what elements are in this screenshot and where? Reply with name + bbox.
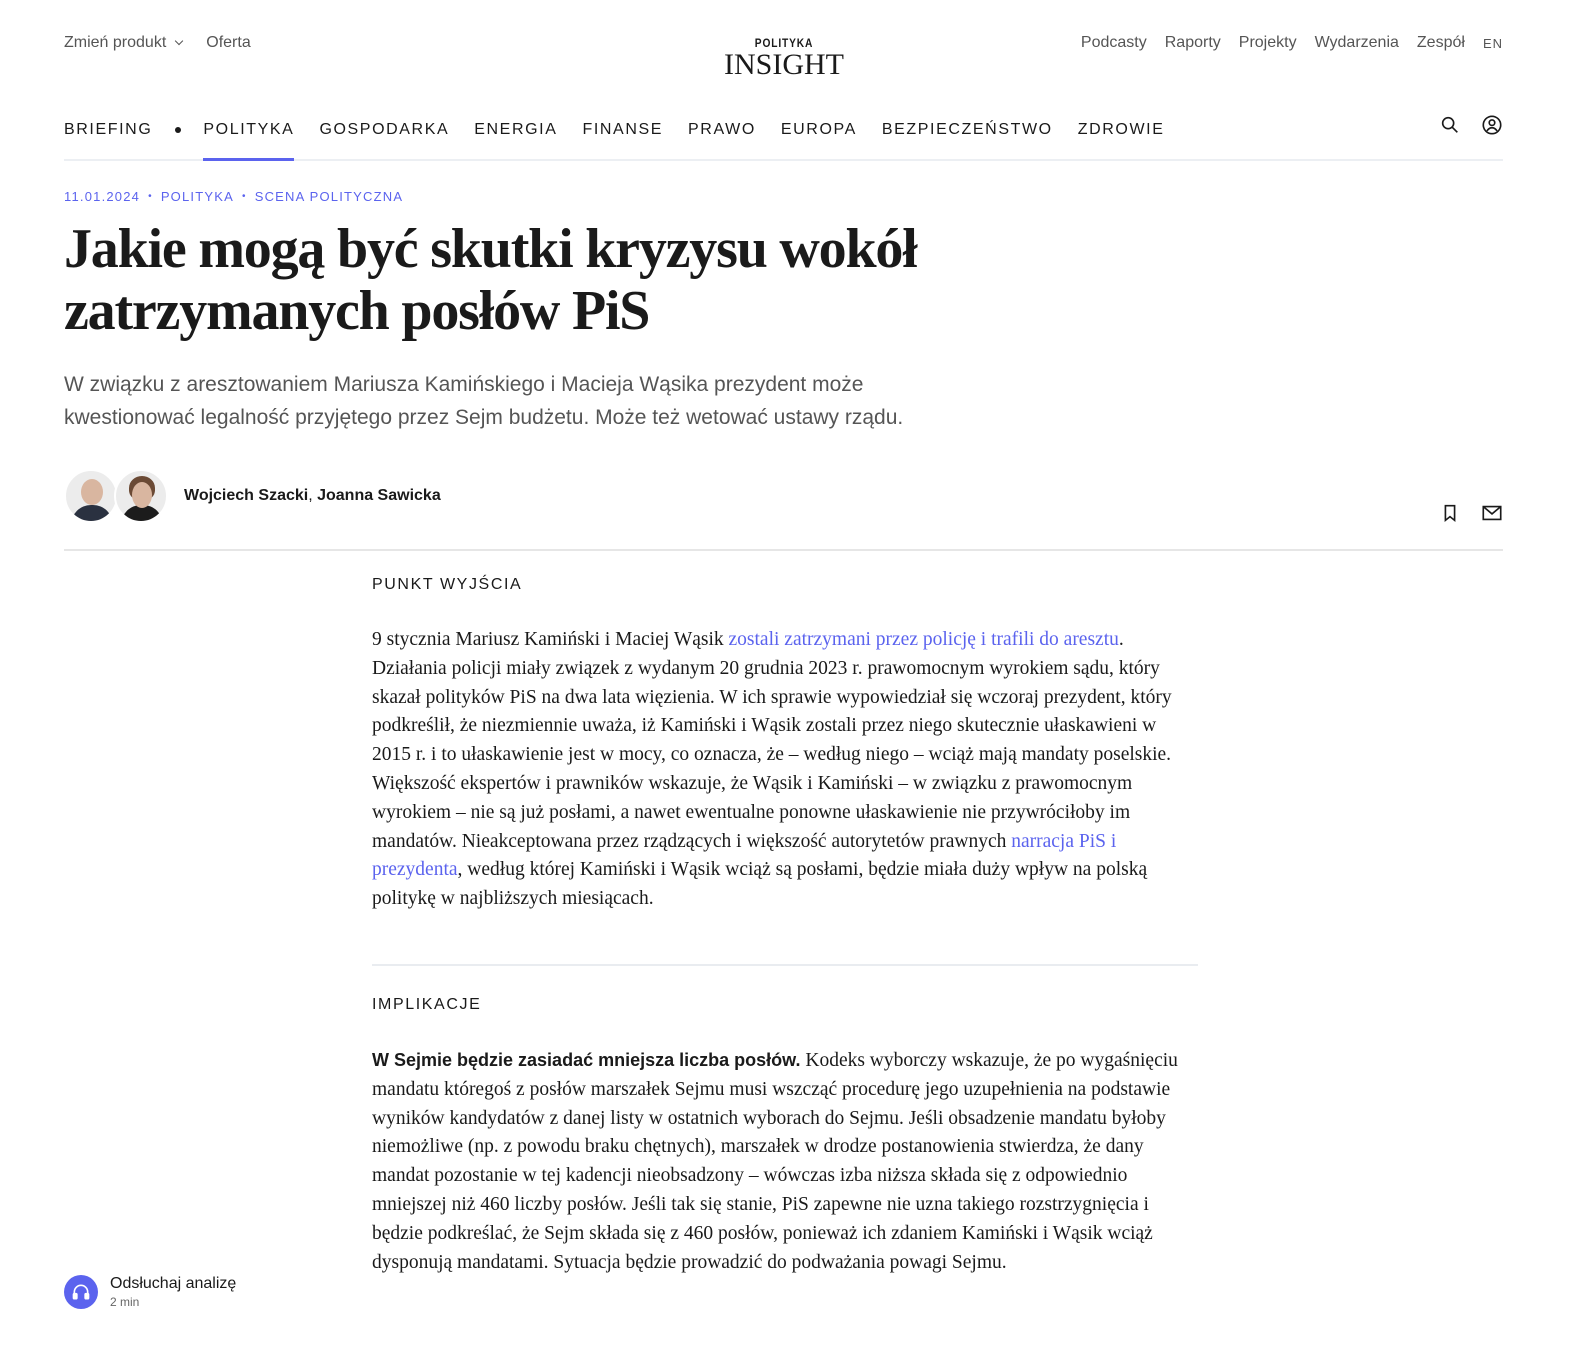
- nav-item-bezpieczenstwo[interactable]: BEZPIECZEŃSTWO: [881, 120, 1053, 138]
- offer-link[interactable]: Oferta: [206, 34, 251, 51]
- header-divider: [64, 549, 1503, 551]
- paragraph-lead-bold: W Sejmie będzie zasiadać mniejsza liczba posłów.: [372, 1049, 801, 1070]
- language-switch[interactable]: EN: [1482, 35, 1503, 51]
- team-link[interactable]: Zespół: [1416, 34, 1465, 51]
- main-navigation: [64, 100, 1503, 161]
- author-link-2[interactable]: Joanna Sawicka: [317, 487, 441, 504]
- avatar-head-shape: [132, 482, 152, 508]
- text-run: 9 stycznia Mariusz Kamiński i Maciej Wąsik: [372, 629, 729, 650]
- user-account-icon[interactable]: [1481, 114, 1503, 136]
- nav-item-energia[interactable]: ENERGIA: [474, 120, 558, 138]
- nav-item-europa[interactable]: EUROPA: [780, 120, 857, 138]
- category-link[interactable]: POLITYKA: [160, 189, 234, 204]
- meta-separator: •: [242, 191, 247, 202]
- nav-item-zdrowie[interactable]: ZDROWIE: [1077, 120, 1165, 138]
- article-title: Jakie mogą być skutki kryzysu wokół zatrzymanych posłów PiS: [64, 218, 917, 342]
- avatar-head-shape: [81, 479, 103, 505]
- section-label-starting-point: PUNKT WYJŚCIA: [372, 576, 523, 593]
- avatar-author-2[interactable]: [114, 469, 168, 523]
- bookmark-icon[interactable]: [1439, 502, 1461, 524]
- paragraph-implications: [372, 1046, 1198, 1277]
- section-divider: [372, 964, 1198, 966]
- listen-text: [110, 1274, 236, 1310]
- avatar-author-1[interactable]: [64, 469, 118, 523]
- meta-separator: •: [148, 191, 153, 202]
- avatar-body-shape: [71, 505, 113, 523]
- nav-item-briefing[interactable]: BRIEFING: [64, 120, 153, 138]
- paragraph-starting-point: [372, 626, 1198, 914]
- change-product-label: Zmień produkt: [64, 34, 167, 51]
- section-label-implications: IMPLIKACJE: [372, 995, 482, 1013]
- listen-analysis-button[interactable]: [64, 1274, 236, 1310]
- inline-link-narrative[interactable]: narracja PiS i prezydenta: [372, 830, 1117, 881]
- listen-duration: 2 min: [110, 1295, 140, 1309]
- article-actions: [1439, 502, 1503, 524]
- headphones-icon-circle: [64, 1275, 98, 1309]
- chevron-down-icon: [175, 37, 183, 45]
- author-separator: ,: [308, 487, 318, 504]
- text-run: Kodeks wyborczy wskazuje, że po wygaśnięciu mandatu któregoś z posłów marszałek Sejmu musi wszcząć procedurę jego uzupełnienia na podstawie wyników kandydatów z danej listy w ostatnich wyborach do Sejmu. Jeśli obsadzenie mandatu byłoby niemożliwe (np. z powodu braku chętnych), marszałek w drodze postanowienia stwierdza, że dany mandat pozostanie w tej kadencji nieobsadzony – wówczas izba niższa składa się z odpowiednio mniejszej niż 460 liczby posłów. Jeśli tak się stanie, PiS zapewne nie uzna takiego rozstrzygnięcia i będzie podkreślać, że Sejm składa się z 460 posłów, ponieważ ich zdaniem Kamiński i Wąsik wciąż dysponują mandatami. Sytuacja będzie prowadzić do podważania powagi Sejmu.: [372, 1049, 1178, 1273]
- authors-block: [64, 469, 441, 523]
- nav-item-finanse[interactable]: FINANSE: [582, 120, 664, 138]
- logo-bottom-text: INSIGHT: [724, 48, 844, 81]
- article-lead: W związku z aresztowaniem Mariusza Kamińskiego i Macieja Wąsika prezydent może kwestionować legalność przyjętego przez Sejm budżetu. Może też wetować ustawy rządu.: [64, 373, 904, 429]
- mail-icon[interactable]: [1481, 502, 1503, 524]
- text-run: , według której Kamiński i Wąsik wciąż są posłami, będzie miała duży wpływ na polską politykę w najbliższych miesiącach.: [372, 859, 1148, 910]
- projects-link[interactable]: Projekty: [1238, 34, 1297, 51]
- nav-item-gospodarka[interactable]: GOSPODARKA: [319, 120, 450, 138]
- inline-link-arrest[interactable]: zostali zatrzymani przez policję i trafili do aresztu: [728, 629, 1119, 650]
- nav-icons: [1439, 114, 1503, 136]
- article-date: 11.01.2024: [64, 189, 141, 204]
- nav-item-polityka[interactable]: POLITYKA: [203, 100, 294, 159]
- podcasts-link[interactable]: Podcasty: [1080, 34, 1147, 51]
- headphones-icon: [71, 1282, 91, 1302]
- nav-items: [64, 100, 1189, 159]
- article-meta: [64, 189, 403, 204]
- text-run: . Działania policji miały związek z wydanym 20 grudnia 2023 r. prawomocnym wyrokiem sądu, który skazał polityków PiS na dwa lata więzienia. W ich sprawie wypowiedział się wczoraj prezydent, który podkreślił, że niezmiennie uważa, iż Kamiński i Wąsik zostali przez niego skutecznie ułaskawieni w 2015 r. i to ułaskawienie jest w mocy, co oznacza, że – według niego – wciąż mają mandaty poselskie. Większość ekspertów i prawników wskazuje, że Wąsik i Kamiński – w związku z prawomocnym wyrokiem – nie są już posłami, a nawet ewentualne ponowne ułaskawienie nie przywróciłoby im mandatów. Nieakceptowana przez rządzących i większość autorytetów prawnych: [372, 629, 1172, 852]
- top-utility-right: [1081, 34, 1503, 52]
- author-link-1[interactable]: Wojciech Szacki: [184, 487, 309, 504]
- logo-top-text: POLITYKA: [754, 36, 814, 50]
- logo[interactable]: [717, 36, 851, 80]
- nav-dot-separator: [175, 127, 181, 133]
- reports-link[interactable]: Raporty: [1164, 34, 1221, 51]
- change-product-dropdown[interactable]: [64, 34, 182, 52]
- search-icon[interactable]: [1439, 114, 1461, 136]
- author-names: [184, 487, 441, 505]
- events-link[interactable]: Wydarzenia: [1314, 34, 1399, 51]
- article-body: [372, 576, 1198, 1277]
- subcategory-link[interactable]: SCENA POLITYCZNA: [254, 189, 404, 204]
- listen-label: Odsłuchaj analizę: [110, 1275, 237, 1292]
- top-utility-left: [64, 34, 251, 52]
- nav-item-prawo[interactable]: PRAWO: [688, 120, 756, 138]
